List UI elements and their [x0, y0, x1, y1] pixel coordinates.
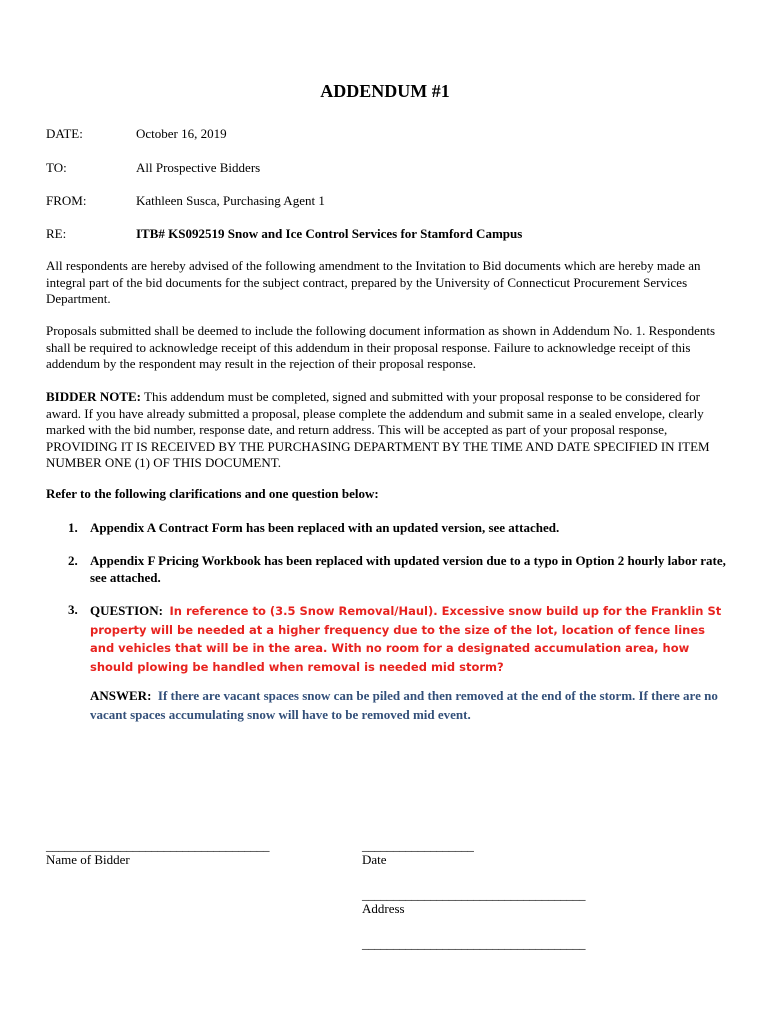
- question-text: In reference to (3.5 Snow Removal/Haul). Excessive snow build up for the Franklin St property will be needed at a higher frequency due to the size of the lot, location of fence lines and vehicles that will be in the area. With no room for a designated accumulation area, how should plowing be handled when removal is needed mid storm?: [90, 604, 722, 674]
- answer-text: If there are vacant spaces snow can be piled and then removed at the end of the storm. If there are no vacant spaces accumulating snow will have to be removed mid event.: [90, 688, 718, 722]
- address-signature-line: ____________________________________: [362, 887, 586, 902]
- document-title: ADDENDUM #1: [320, 81, 450, 101]
- address-signature-label: Address: [362, 901, 405, 916]
- date-signature-line: __________________: [362, 838, 474, 853]
- list-item-2: [68, 553, 733, 586]
- from-label: FROM:: [46, 193, 87, 208]
- date-value: October 16, 2019: [136, 126, 227, 141]
- date-label: DATE:: [46, 126, 83, 141]
- item-number: 1.: [68, 520, 78, 535]
- list-item-3-question: [68, 602, 733, 676]
- bidder-note-text: This addendum must be completed, signed and submitted with your proposal response to be considered for award. If you have already submitted a proposal, please complete the addendum and submit same in a sealed envelope, clearly marked with the bid number, response date, and return address. This will be accepted as part of your proposal response, PROVIDING IT IS RECEIVED BY THE PURCHASING DEPARTMENT BY THE TIME AND DATE SPECIFIED IN ITEM NUMBER ONE (1) OF THIS DOCUMENT.: [46, 389, 710, 470]
- list-item-1: [68, 520, 733, 537]
- re-label: RE:: [46, 226, 67, 241]
- address-second-line: ____________________________________: [362, 936, 586, 951]
- bidder-note-label: BIDDER NOTE:: [46, 389, 141, 404]
- item-text: Appendix F Pricing Workbook has been replaced with updated version due to a typo in Option 2 hourly labor rate, see attached.: [90, 553, 726, 585]
- re-value: ITB# KS092519 Snow and Ice Control Services for Stamford Campus: [136, 226, 523, 241]
- bidder-note-paragraph: [46, 389, 726, 472]
- to-value: All Prospective Bidders: [136, 160, 261, 175]
- bidder-signature-label: Name of Bidder: [46, 852, 130, 867]
- bidder-signature-line: ____________________________________: [46, 838, 270, 853]
- from-value: Kathleen Susca, Purchasing Agent 1: [136, 193, 325, 208]
- to-label: TO:: [46, 160, 67, 175]
- item-number: 3.: [68, 602, 78, 617]
- answer-block: [90, 686, 740, 724]
- question-label: QUESTION:: [90, 603, 163, 618]
- item-number: 2.: [68, 553, 78, 568]
- paragraph-advisement: All respondents are hereby advised of the following amendment to the Invitation to Bid documents which are hereby made an integral part of the bid documents for the subject contract, prepared by the University of Connecticut Procurement Services Department.: [46, 258, 701, 306]
- answer-label: ANSWER:: [90, 688, 152, 703]
- paragraph-proposals: Proposals submitted shall be deemed to include the following document information as shown in Addendum No. 1. Respondents shall be required to acknowledge receipt of this addendum in their proposal response. Failure to acknowledge receipt of this addendum by the respondent may result in the rejection of their proposal response.: [46, 323, 716, 371]
- item-text: Appendix A Contract Form has been replaced with an updated version, see attached.: [90, 520, 560, 535]
- date-signature-label: Date: [362, 852, 387, 867]
- refer-line: Refer to the following clarifications and one question below:: [46, 486, 379, 501]
